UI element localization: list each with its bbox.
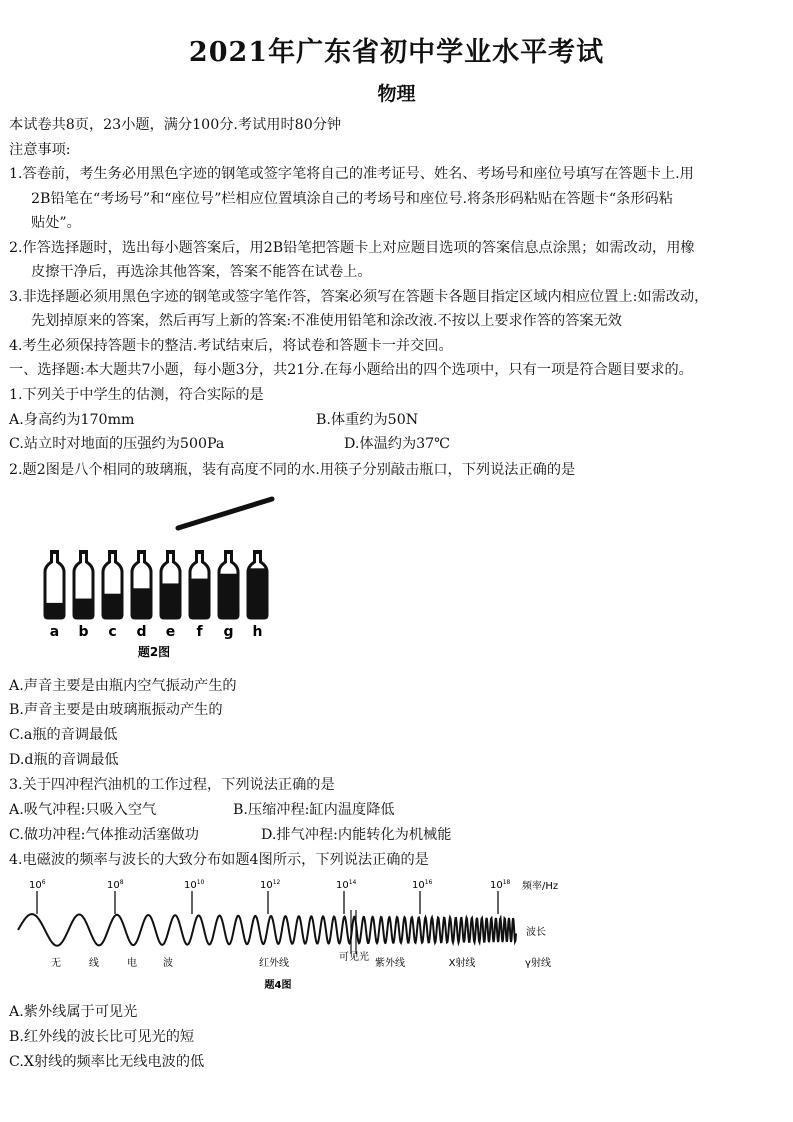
- q3-option-d: D.排气冲程:内能转化为机械能: [261, 827, 452, 843]
- frequency-tick: [260, 879, 281, 914]
- notice-heading: 注意事项:: [9, 142, 71, 158]
- wavelength-label: 波长: [526, 927, 546, 938]
- chopstick: [178, 499, 272, 528]
- q2-stem: 2.题2图是八个相同的玻璃瓶，装有高度不同的水.用筷子分别敲击瓶口，下列说法正确的是: [9, 462, 576, 478]
- q1-option-a: A.身高约为170mm: [9, 412, 135, 428]
- tick-label: $10^{10}$: [184, 879, 205, 891]
- tick-exponent: 8: [119, 879, 124, 886]
- page-title: 2021年广东省初中学业水平考试: [188, 37, 605, 68]
- bottle-water: [250, 568, 266, 616]
- q4-option-b: B.红外线的波长比可见光的短: [9, 1029, 195, 1045]
- q3-option-c: C.做功冲程:气体推动活塞做功: [9, 827, 199, 843]
- notice-2-line-2: 皮擦干净后，再选涂其他答案，答案不能答在试卷上。: [31, 264, 372, 280]
- bottle-water: [163, 583, 179, 616]
- bottle-lip: [137, 550, 146, 554]
- frequency-tick: [412, 879, 433, 914]
- bottle-label: d: [136, 624, 147, 640]
- frequency-tick: [29, 879, 46, 914]
- bottle-water: [221, 574, 237, 617]
- notice-1-line-3: 贴处”。: [31, 215, 81, 231]
- tick-label: $10^{18}$: [490, 879, 511, 891]
- q4-figure-caption: 题4图: [264, 980, 292, 991]
- bottle-e: [161, 550, 180, 618]
- frequency-tick: [336, 879, 357, 914]
- tick-exponent: 14: [348, 879, 357, 886]
- bottle-lip: [253, 550, 262, 554]
- bottle-label: g: [223, 624, 234, 640]
- notice-2-line-1: 2.作答选择题时，选出每小题答案后，用2B铅笔把答题卡上对应题目选项的答案信息点涂黑；如需改动，用橡: [9, 240, 695, 256]
- band-label: 波: [163, 958, 173, 969]
- band-label: 线: [89, 958, 99, 969]
- bottle-label: b: [78, 624, 89, 640]
- subject-title: 物理: [377, 83, 416, 105]
- tick-exponent: 12: [272, 879, 281, 886]
- bottle-label: f: [196, 624, 203, 640]
- bottle-label: e: [165, 624, 176, 640]
- band-label: 无: [51, 958, 61, 969]
- tick-label: $10^6$: [29, 879, 46, 891]
- bottle-f: [190, 550, 209, 618]
- q3-stem: 3.关于四冲程汽油机的工作过程，下列说法正确的是: [9, 777, 335, 793]
- q3-option-b: B.压缩冲程:缸内温度降低: [233, 802, 395, 818]
- wavelength-wave: [18, 914, 516, 946]
- notice-3-line-2: 先划掉原来的答案，然后再写上新的答案:不准使用铅笔和涂改液.不按以上要求作答的答案无效: [31, 313, 622, 329]
- bottle-b: [74, 550, 93, 618]
- q4-spectrum-figure: [10, 874, 570, 996]
- bottle-g: [219, 550, 238, 618]
- q4-option-a: A.紫外线属于可见光: [9, 1004, 138, 1020]
- q1-option-d: D.体温约为37℃: [344, 436, 451, 452]
- q3-option-a: A.吸气冲程:只吸入空气: [9, 802, 157, 818]
- q4-option-c: C.X射线的频率比无线电波的低: [9, 1054, 205, 1070]
- frequency-tick: [490, 879, 511, 914]
- tick-label: $10^{14}$: [336, 879, 357, 891]
- tick-label: $10^{12}$: [260, 879, 281, 891]
- bottle-water: [105, 594, 121, 617]
- bottle-lip: [108, 550, 117, 554]
- bottle-label: h: [252, 624, 263, 640]
- bottle-label: a: [49, 624, 60, 640]
- band-label: 电: [127, 958, 137, 969]
- notice-1-line-2: 2B铅笔在“考场号”和“座位号”栏相应位置填涂自己的考场号和座位号.将条形码粘贴在答题卡“条形码粘: [31, 191, 673, 207]
- q2-option-a: A.声音主要是由瓶内空气振动产生的: [9, 678, 237, 694]
- bottle-lip: [166, 550, 175, 554]
- notice-4: 4.考生必须保持答题卡的整洁.考试结束后，将试卷和答题卡一并交回。: [9, 338, 453, 354]
- tick-exponent: 16: [424, 879, 433, 886]
- notice-3-line-1: 3.非选择题必须用黑色字迹的钢笔或签字笔作答，答案必须写在答题卡各题目指定区域内相应位置上:如需改动，: [9, 289, 709, 305]
- band-label: 可见光: [339, 952, 369, 963]
- frequency-tick: [184, 879, 205, 914]
- frequency-axis-label: 频率/Hz: [522, 881, 559, 892]
- bottle-lip: [50, 550, 59, 554]
- bottle-d: [132, 550, 151, 618]
- bottle-water: [76, 599, 92, 617]
- section-1-heading: 一、选择题:本大题共7小题，每小题3分，共21分.在每小题给出的四个选项中，只有一项是符合题目要求的。: [9, 362, 693, 378]
- bottle-label: c: [108, 624, 117, 640]
- bottle-lip: [195, 550, 204, 554]
- q2-figure-caption: 题2图: [137, 645, 171, 659]
- bottle-lip: [224, 550, 233, 554]
- notice-1-line-1: 1.答卷前，考生务必用黑色字迹的钢笔或签字笔将自己的准考证号、姓名、考场号和座位号填写在答题卡上.用: [9, 166, 694, 182]
- band-label: 红外线: [259, 958, 289, 969]
- bottle-water: [134, 588, 150, 616]
- q2-bottles-figure: [30, 490, 290, 670]
- q4-stem: 4.电磁波的频率与波长的大致分布如题4图所示，下列说法正确的是: [9, 852, 429, 868]
- band-label: X射线: [448, 958, 476, 969]
- band-label: γ射线: [525, 958, 551, 969]
- q2-option-b: B.声音主要是由玻璃瓶振动产生的: [9, 702, 223, 718]
- exam-intro: 本试卷共8页，23小题，满分100分.考试用时80分钟: [9, 117, 342, 133]
- q1-stem: 1.下列关于中学生的估测，符合实际的是: [9, 387, 264, 403]
- bottle-a: [45, 550, 64, 618]
- q1-option-c: C.站立时对地面的压强约为500Pa: [9, 436, 225, 452]
- bottle-water: [192, 579, 208, 617]
- bottle-h: [248, 550, 267, 618]
- tick-label: $10^{16}$: [412, 879, 433, 891]
- tick-label: $10^8$: [107, 879, 124, 891]
- tick-exponent: 10: [196, 879, 205, 886]
- bottle-c: [103, 550, 122, 618]
- bottle-water: [47, 603, 63, 617]
- tick-exponent: 6: [41, 879, 46, 886]
- band-label: 紫外线: [375, 958, 405, 969]
- q2-option-c: C.a瓶的音调最低: [9, 727, 118, 743]
- tick-exponent: 18: [502, 879, 511, 886]
- frequency-tick: [107, 879, 124, 914]
- q1-option-b: B.体重约为50N: [316, 412, 419, 428]
- q2-option-d: D.d瓶的音调最低: [9, 752, 119, 768]
- bottle-lip: [79, 550, 88, 554]
